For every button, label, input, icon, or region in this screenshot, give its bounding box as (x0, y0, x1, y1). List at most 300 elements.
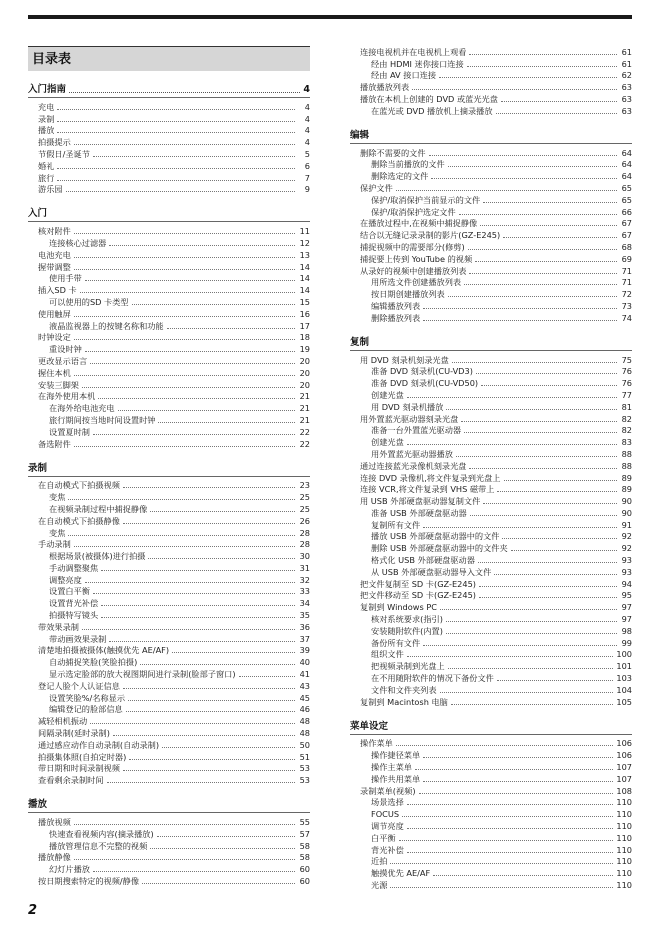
toc-entry-title: 游乐园 (38, 184, 63, 195)
toc-subentry[interactable] (28, 296, 310, 308)
dot-leader (433, 875, 613, 876)
toc-entry[interactable] (350, 696, 632, 708)
dot-leader (158, 422, 295, 423)
toc-subentry[interactable] (350, 377, 632, 389)
toc-entry-page: 57 (299, 828, 310, 839)
dot-leader (128, 700, 295, 701)
toc-entry-page: 30 (299, 551, 310, 562)
section-heading-label: 菜单设定 (350, 720, 389, 732)
toc-subentry[interactable] (350, 660, 632, 672)
toc-entry[interactable] (28, 774, 310, 786)
toc-subentry[interactable] (350, 194, 632, 206)
toc-entry-page: 72 (621, 289, 632, 300)
toc-entry-title: 连接核心过滤器 (49, 237, 107, 248)
toc-entry-page: 106 (616, 738, 632, 749)
toc-subentry[interactable] (350, 613, 632, 625)
toc-entry-page: 110 (616, 880, 632, 890)
toc-entry-page: 51 (299, 751, 310, 762)
dot-leader (396, 745, 614, 746)
toc-entry-title: 在播放过程中,在视频中捕捉静像 (360, 218, 478, 229)
toc-entry[interactable] (28, 680, 310, 692)
toc-entry[interactable] (28, 751, 310, 763)
dot-leader (407, 444, 617, 445)
toc-entry[interactable] (350, 495, 632, 507)
toc-entry-page: 4 (304, 137, 310, 148)
toc-entry[interactable] (28, 727, 310, 739)
toc-entry[interactable] (28, 763, 310, 775)
toc-entry-page: 18 (299, 332, 310, 343)
toc-entry-title: 幻灯片播放 (49, 864, 90, 875)
toc-entry[interactable] (28, 438, 310, 450)
dot-leader (423, 781, 613, 782)
toc-section (350, 336, 632, 708)
toc-entry-title: FOCUS (371, 809, 400, 820)
toc-subentry[interactable] (350, 867, 632, 879)
toc-entry-page: 63 (621, 105, 632, 116)
toc-entry[interactable] (28, 332, 310, 344)
toc-subentry[interactable] (350, 277, 632, 289)
toc-entry[interactable] (350, 81, 632, 93)
toc-entry[interactable] (28, 136, 310, 148)
toc-section (28, 207, 310, 449)
toc-entry[interactable] (28, 739, 310, 751)
toc-entry[interactable] (28, 852, 310, 864)
toc-entry-title: 用外置蓝光驱动器播放 (371, 448, 453, 459)
toc-entry[interactable] (350, 460, 632, 472)
toc-entry[interactable] (28, 284, 310, 296)
toc-entry-page: 33 (299, 586, 310, 597)
toc-entry-page: 69 (621, 253, 632, 264)
toc-entry-page: 60 (299, 876, 310, 887)
toc-subentry[interactable] (28, 840, 310, 852)
toc-entry-title: 在不用随附软件的情况下备份文件 (371, 673, 494, 684)
toc-subentry[interactable] (28, 343, 310, 355)
dot-leader (448, 668, 614, 669)
toc-subentry[interactable] (350, 170, 632, 182)
toc-entry-title: 删除当前播放的文件 (371, 159, 445, 170)
dot-leader (123, 688, 295, 689)
toc-subentry[interactable] (350, 70, 632, 82)
section-heading-label: 播放 (28, 799, 48, 811)
toc-entry-page: 41 (299, 669, 310, 680)
toc-subentry[interactable] (350, 436, 632, 448)
toc-subentry[interactable] (350, 856, 632, 868)
toc-entry[interactable] (28, 875, 310, 887)
toc-entry[interactable] (350, 590, 632, 602)
toc-subentry[interactable] (350, 749, 632, 761)
toc-subentry[interactable] (350, 808, 632, 820)
toc-entry-title: 经由 AV 接口连接 (371, 70, 437, 81)
toc-entry-page: 107 (616, 762, 632, 773)
dot-leader (483, 202, 617, 203)
toc-subentry[interactable] (350, 105, 632, 117)
toc-entry[interactable] (350, 738, 632, 750)
toc-subentry[interactable] (28, 692, 310, 704)
toc-entry-title: 准备一台外置蓝光驱动器 (371, 425, 462, 436)
toc-entry-title: 核对附件 (38, 226, 71, 237)
toc-entry-title: 调整亮度 (49, 574, 82, 585)
toc-entry-page: 63 (621, 93, 632, 104)
toc-entry-page: 20 (299, 379, 310, 390)
toc-entry[interactable] (28, 515, 310, 527)
dot-leader (140, 664, 295, 665)
toc-entry-title: 删除不需要的文件 (360, 147, 426, 158)
toc-subentry[interactable] (28, 237, 310, 249)
dot-leader (101, 617, 295, 618)
toc-entry[interactable] (28, 113, 310, 125)
toc-entry-page: 89 (621, 484, 632, 495)
toc-entry[interactable] (350, 472, 632, 484)
toc-entry[interactable] (28, 355, 310, 367)
toc-entry-title: 播放 USB 外部硬盘驱动器中的文件 (371, 531, 500, 542)
toc-entry-page: 4 (304, 101, 310, 112)
toc-entry[interactable] (350, 265, 632, 277)
dot-leader (469, 54, 617, 55)
toc-subentry[interactable] (28, 414, 310, 426)
toc-entry-page: 43 (299, 680, 310, 691)
toc-entry-page: 90 (621, 496, 632, 507)
toc-subentry[interactable] (28, 586, 310, 598)
toc-entry-title: 在视频录制过程中捕捉静像 (49, 503, 148, 514)
toc-entry-page: 40 (299, 657, 310, 668)
toc-entry-page: 35 (299, 610, 310, 621)
toc-entry[interactable] (28, 621, 310, 633)
toc-entry-title: 设置笑脸%/名称显示 (49, 692, 126, 703)
toc-entry[interactable] (350, 354, 632, 366)
toc-entry-title: 操作菜单 (360, 738, 393, 749)
section-heading[interactable] (350, 336, 632, 351)
toc-entry-title: 复制到 Macintosh 电脑 (360, 696, 448, 707)
toc-entry-page: 73 (621, 300, 632, 311)
toc-entry[interactable] (350, 218, 632, 230)
toc-entry-page: 53 (299, 763, 310, 774)
toc-entry-title: 用外置蓝光驱动器刻录光盘 (360, 413, 459, 424)
dot-leader (396, 190, 617, 191)
toc-entry[interactable] (28, 125, 310, 137)
toc-subentry[interactable] (350, 844, 632, 856)
toc-entry-title: 按日期搜索特定的视频/静像 (38, 876, 140, 887)
toc-entry-page: 21 (299, 403, 310, 414)
dot-leader (483, 503, 617, 504)
dot-leader (479, 597, 617, 598)
toc-subentry[interactable] (28, 527, 310, 539)
toc-entry-page: 20 (299, 367, 310, 378)
dot-leader (101, 570, 295, 571)
toc-entry[interactable] (28, 391, 310, 403)
toc-entry[interactable] (28, 261, 310, 273)
toc-entry[interactable] (350, 147, 632, 159)
toc-subentry[interactable] (350, 761, 632, 773)
toc-subentry[interactable] (350, 820, 632, 832)
toc-subentry[interactable] (350, 312, 632, 324)
toc-entry-title: 准备 DVD 刻录机(CU-VD50) (371, 378, 479, 389)
dot-leader (407, 397, 617, 398)
toc-entry-title: 操作共用菜单 (371, 773, 421, 784)
toc-entry[interactable] (28, 715, 310, 727)
toc-entry[interactable] (28, 160, 310, 172)
toc-entry-title: 背光补偿 (371, 844, 404, 855)
toc-entry-title: 删除播放列表 (371, 312, 421, 323)
toc-subentry[interactable] (350, 625, 632, 637)
dot-leader (464, 432, 617, 433)
dot-leader (469, 468, 617, 469)
toc-entry-page: 110 (616, 821, 632, 832)
toc-entry[interactable] (350, 241, 632, 253)
toc-entry-title: 根据场景(被摄体)进行拍摄 (49, 551, 146, 562)
toc-entry-page: 92 (621, 531, 632, 542)
dot-leader (123, 487, 295, 488)
toc-subentry[interactable] (28, 704, 310, 716)
toc-subentry[interactable] (350, 531, 632, 543)
toc-entry-page: 71 (621, 277, 632, 288)
dot-leader (448, 166, 617, 167)
dot-leader (478, 562, 617, 563)
toc-subentry[interactable] (350, 672, 632, 684)
toc-entry-title: 调节亮度 (371, 821, 404, 832)
toc-subentry[interactable] (350, 773, 632, 785)
dot-leader (93, 434, 295, 435)
toc-entry[interactable] (28, 816, 310, 828)
dot-leader (93, 871, 295, 872)
toc-entry-page: 82 (621, 413, 632, 424)
toc-entry-title: 备份所有文件 (371, 637, 421, 648)
toc-entry-title: 握带调整 (38, 261, 71, 272)
toc-subentry[interactable] (350, 637, 632, 649)
toc-entry-title: 用 USB 外部硬盘驱动器复制文件 (360, 496, 481, 507)
toc-entry[interactable] (28, 308, 310, 320)
section-heading[interactable] (28, 798, 310, 813)
toc-subentry[interactable] (28, 320, 310, 332)
toc-entry-title: 设置白平衡 (49, 586, 90, 597)
toc-subentry[interactable] (350, 879, 632, 891)
toc-entry-page: 74 (621, 312, 632, 323)
toc-entry-title: 手动调整聚焦 (49, 562, 99, 573)
toc-entry[interactable] (28, 480, 310, 492)
toc-entry-title: 准备 USB 外部硬盘驱动器 (371, 507, 467, 518)
toc-entry-page: 34 (299, 598, 310, 609)
toc-subentry[interactable] (350, 554, 632, 566)
dot-leader (57, 168, 295, 169)
dot-leader (74, 269, 295, 270)
toc-entry-title: 快速查看视频内容(摘录播放) (49, 828, 154, 839)
toc-subentry[interactable] (350, 366, 632, 378)
toc-entry[interactable] (28, 172, 310, 184)
toc-subentry[interactable] (28, 656, 310, 668)
toc-subentry[interactable] (350, 288, 632, 300)
dot-leader (74, 859, 295, 860)
toc-entry-title: 复制所有文件 (371, 519, 421, 530)
toc-subentry[interactable] (28, 402, 310, 414)
section-heading[interactable] (28, 83, 310, 98)
toc-entry-title: 重设时钟 (49, 344, 82, 355)
section-heading[interactable] (350, 129, 632, 144)
dot-leader (118, 410, 295, 411)
toc-entry-title: 使用触屏 (38, 308, 71, 319)
toc-entry-title: 通过连接蓝光录像机刻录光盘 (360, 460, 467, 471)
toc-entry-title: 安装随附软件(内置) (371, 625, 443, 636)
dot-leader (390, 863, 613, 864)
toc-entry[interactable] (28, 645, 310, 657)
toc-entry-title: 变焦 (49, 492, 66, 503)
toc-entry-page: 81 (621, 401, 632, 412)
dot-leader (476, 373, 617, 374)
dot-leader (85, 280, 295, 281)
toc-entry-page: 11 (299, 226, 310, 237)
toc-subentry[interactable] (350, 566, 632, 578)
toc-entry-title: 在蓝光或 DVD 播放机上摘录播放 (371, 105, 493, 116)
toc-entry-page: 48 (299, 716, 310, 727)
toc-entry-page: 61 (621, 46, 632, 57)
toc-entry-title: 删除选定的文件 (371, 171, 429, 182)
toc-subentry[interactable] (350, 389, 632, 401)
toc-entry[interactable] (28, 367, 310, 379)
toc-entry-page: 83 (621, 437, 632, 448)
toc-entry-page: 68 (621, 241, 632, 252)
toc-entry-page: 62 (621, 70, 632, 81)
toc-entry-page: 61 (621, 58, 632, 69)
toc-entry-title: 录制菜单(视频) (360, 785, 416, 796)
dot-leader (68, 499, 295, 500)
toc-entry[interactable] (350, 46, 632, 58)
toc-section (28, 462, 310, 787)
section-heading-label: 入门指南 (28, 84, 67, 95)
dot-leader (415, 769, 613, 770)
toc-subentry[interactable] (28, 574, 310, 586)
toc-subentry[interactable] (28, 597, 310, 609)
toc-subentry[interactable] (28, 550, 310, 562)
toc-entry[interactable] (350, 785, 632, 797)
toc-entry[interactable] (28, 101, 310, 113)
toc-entry[interactable] (350, 182, 632, 194)
toc-subentry[interactable] (350, 448, 632, 460)
toc-entry-page: 64 (621, 171, 632, 182)
toc-entry-page: 22 (299, 426, 310, 437)
dot-leader (74, 257, 295, 258)
toc-entry-title: 握住本机 (38, 367, 71, 378)
toc-subentry[interactable] (350, 684, 632, 696)
toc-entry[interactable] (28, 249, 310, 261)
toc-entry-title: 光源 (371, 880, 388, 890)
toc-subentry[interactable] (28, 609, 310, 621)
toc-subentry[interactable] (350, 649, 632, 661)
toc-entry-page: 20 (299, 355, 310, 366)
section-heading[interactable] (28, 207, 310, 222)
dot-leader (74, 446, 295, 447)
toc-entry[interactable] (350, 93, 632, 105)
toc-entry-page: 14 (299, 261, 310, 272)
dot-leader (502, 538, 617, 539)
toc-entry[interactable] (28, 148, 310, 160)
toc-entry[interactable] (28, 184, 310, 196)
toc-subentry[interactable] (350, 797, 632, 809)
toc-subentry[interactable] (350, 401, 632, 413)
toc-entry-title: 创建光盘 (371, 437, 404, 448)
toc-entry-title: 旅行 (38, 172, 55, 183)
toc-entry-page: 71 (621, 265, 632, 276)
toc-entry[interactable] (350, 601, 632, 613)
toc-subentry[interactable] (350, 159, 632, 171)
toc-entry-page: 97 (621, 614, 632, 625)
dot-leader (113, 735, 295, 736)
toc-entry-page: 93 (621, 555, 632, 566)
toc-entry[interactable] (350, 484, 632, 496)
dot-leader (90, 363, 295, 364)
toc-entry-title: 时钟设定 (38, 332, 71, 343)
toc-entry-page: 19 (299, 344, 310, 355)
toc-entry-page: 108 (616, 785, 632, 796)
dot-leader (501, 101, 617, 102)
toc-entry[interactable] (350, 229, 632, 241)
toc-entry-title: 触摸优先 AE/AF (371, 868, 431, 879)
toc-entry-title: 安装三脚架 (38, 379, 79, 390)
toc-entry[interactable] (28, 539, 310, 551)
toc-subentry[interactable] (28, 426, 310, 438)
toc-entry-title: 备选附件 (38, 438, 71, 449)
toc-subentry[interactable] (28, 828, 310, 840)
toc-subentry[interactable] (350, 425, 632, 437)
toc-entry-title: 充电 (38, 101, 55, 112)
toc-subentry[interactable] (350, 832, 632, 844)
toc-entry-title: 查看剩余录制时间 (38, 775, 104, 786)
toc-entry[interactable] (350, 413, 632, 425)
toc-entry-page: 58 (299, 852, 310, 863)
dot-leader (419, 793, 614, 794)
toc-entry-title: 显示选定脸部的放大视图期间进行录制(脸部子窗口) (49, 669, 236, 680)
toc-entry[interactable] (28, 379, 310, 391)
toc-entry-page: 106 (616, 750, 632, 761)
dot-leader (66, 191, 295, 192)
toc-subentry[interactable] (350, 300, 632, 312)
toc-subentry[interactable] (28, 273, 310, 285)
toc-subentry[interactable] (28, 562, 310, 574)
toc-right-column (350, 46, 632, 903)
toc-entry[interactable] (28, 225, 310, 237)
dot-leader (407, 828, 614, 829)
toc-subentry[interactable] (28, 633, 310, 645)
toc-subentry[interactable] (350, 519, 632, 531)
toc-subentry[interactable] (28, 863, 310, 875)
toc-subentry[interactable] (28, 668, 310, 680)
dot-leader (468, 249, 617, 250)
toc-entry-page: 58 (299, 840, 310, 851)
dot-leader (446, 621, 617, 622)
toc-entry-title: 按日期创建播放列表 (371, 289, 445, 300)
toc-entry-title: 组织文件 (371, 649, 404, 660)
page-number: 2 (28, 903, 38, 918)
top-rule (28, 15, 632, 19)
dot-leader (479, 586, 617, 587)
toc-entry-page: 110 (616, 809, 632, 820)
dot-leader (74, 375, 295, 376)
section-heading[interactable] (350, 720, 632, 735)
toc-subentry[interactable] (350, 206, 632, 218)
toc-entry[interactable] (350, 253, 632, 265)
toc-subentry[interactable] (28, 491, 310, 503)
section-heading[interactable] (28, 462, 310, 477)
toc-entry-title: 拍摄特写镜头 (49, 610, 99, 621)
toc-subentry[interactable] (350, 542, 632, 554)
toc-entry-page: 7 (304, 172, 310, 183)
toc-entry-title: 连接 VCR,将文件复录到 VHS 磁带上 (360, 484, 495, 495)
toc-entry-page: 97 (621, 602, 632, 613)
dot-leader (511, 550, 617, 551)
dot-leader (504, 480, 618, 481)
toc-subentry[interactable] (28, 503, 310, 515)
toc-entry[interactable] (350, 578, 632, 590)
toc-subentry[interactable] (350, 58, 632, 70)
toc-subentry[interactable] (350, 507, 632, 519)
toc-entry-title: 把文件移动至 SD 卡(GZ-E245) (360, 590, 476, 601)
